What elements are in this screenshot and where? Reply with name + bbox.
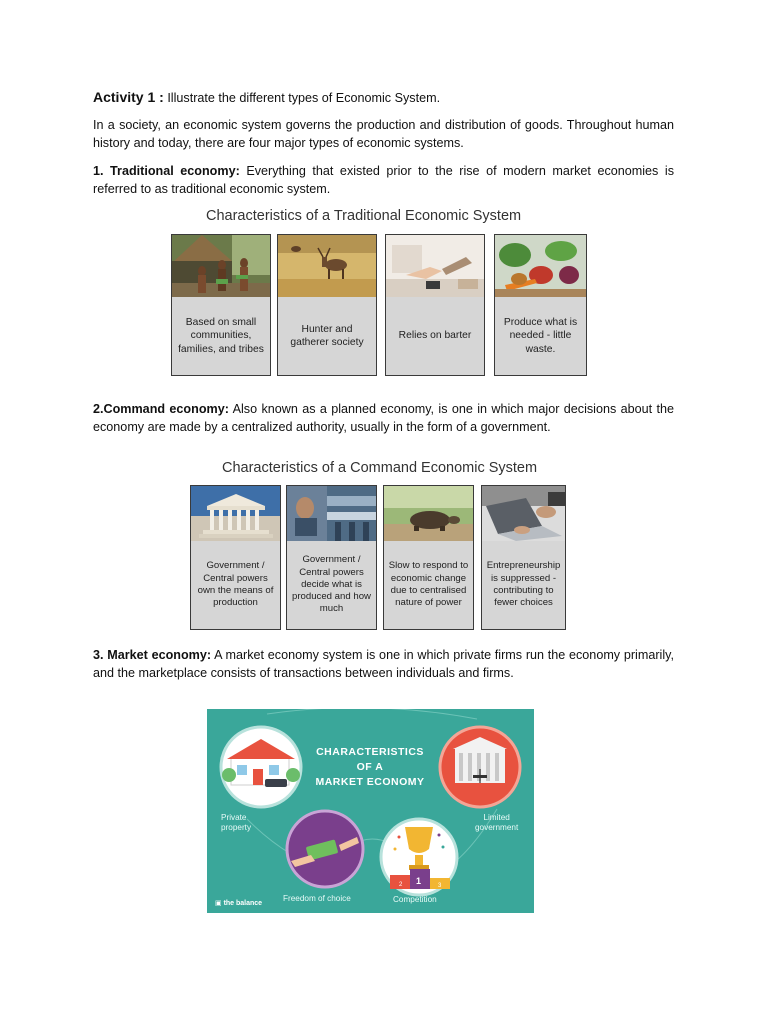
brand-logo — [215, 899, 262, 907]
traditional-card-3-text: Relies on barter — [398, 330, 472, 342]
command-card-4-text: Entrepreneurship is suppressed - contributing to fewer choices — [486, 560, 561, 609]
laptop-photo — [482, 486, 565, 541]
command-figure-title: Characteristics of a Command Economic System — [222, 460, 538, 476]
turtle-photo — [384, 486, 473, 541]
infographic-title-line-1: CHARACTERISTICS — [316, 746, 424, 758]
market-text: A market economy system is one in which private firms run the economy primarily, and the marketplace consists of transactions between individuals and firms. — [93, 648, 674, 680]
traditional-text: Everything that existed prior to the rise of modern market economies is referred to as traditional economic system. — [93, 164, 674, 196]
label-competition: Competition — [393, 895, 437, 904]
elk-field-photo — [278, 235, 376, 297]
traditional-card-1-text: Based on small communities, families, and tribes — [178, 316, 264, 355]
market-economy-infographic — [207, 709, 534, 913]
podium-second: 2 — [399, 882, 403, 888]
command-card-2 — [286, 485, 377, 630]
traditional-card-1 — [171, 234, 271, 376]
traditional-card-2-text: Hunter and gatherer society — [290, 323, 364, 348]
activity-line — [93, 89, 440, 105]
handshake-photo — [386, 235, 484, 297]
money-exchange-icon — [287, 811, 363, 887]
traditional-card-4-text: Produce what is needed - little waste. — [503, 316, 578, 355]
podium-first: 1 — [416, 876, 422, 886]
command-text: Also known as a planned economy, is one in which major decisions about the economy are made by a centralized authority, usually in the form of a government. — [93, 402, 675, 434]
label-freedom-of-choice: Freedom of choice — [283, 894, 351, 903]
command-heading: 2.Command economy: — [93, 402, 229, 416]
infographic-title-line-3: MARKET ECONOMY — [315, 776, 425, 788]
traditional-heading: 1. Traditional economy: — [93, 164, 240, 178]
command-card-1-text: Government / Central powers own the means of production — [197, 560, 274, 609]
activity-label: Activity 1 : — [93, 89, 164, 105]
vegetables-photo — [495, 235, 586, 297]
command-card-4 — [481, 485, 566, 630]
traditional-card-3 — [385, 234, 485, 376]
label-private-property: Private property — [221, 813, 252, 832]
infographic-graphics — [207, 709, 534, 913]
command-card-1 — [190, 485, 281, 630]
intro-paragraph: In a society, an economic system governs the production and distribution of goods. Throughout human history and today, there are four major types of economic systems. — [93, 118, 674, 150]
government-building-icon — [440, 727, 520, 807]
village-people-photo — [172, 235, 270, 297]
traditional-card-4 — [494, 234, 587, 376]
command-card-3-text: Slow to respond to economic change due to centralised nature of power — [388, 560, 469, 609]
command-paragraph — [93, 401, 674, 436]
brand-icon: ▣ — [215, 900, 224, 907]
factory-photo — [287, 486, 376, 541]
activity-instruction: Illustrate the different types of Economic System. — [167, 91, 441, 105]
traditional-figure-title: Characteristics of a Traditional Economic System — [206, 208, 522, 224]
command-card-3 — [383, 485, 474, 630]
market-heading: 3. Market economy: — [93, 648, 212, 662]
house-icon — [221, 727, 301, 807]
infographic-title — [304, 745, 436, 790]
traditional-card-2 — [277, 234, 377, 376]
market-paragraph — [93, 647, 674, 682]
command-card-2-text: Government / Central powers decide what is produced and how much — [292, 554, 371, 615]
traditional-paragraph — [93, 163, 674, 198]
government-building-photo — [191, 486, 280, 541]
brand-name: the balance — [223, 900, 263, 907]
podium-third: 3 — [438, 883, 442, 889]
infographic-title-line-2: OF A — [356, 761, 384, 773]
label-limited-government: Limited government — [475, 813, 519, 832]
